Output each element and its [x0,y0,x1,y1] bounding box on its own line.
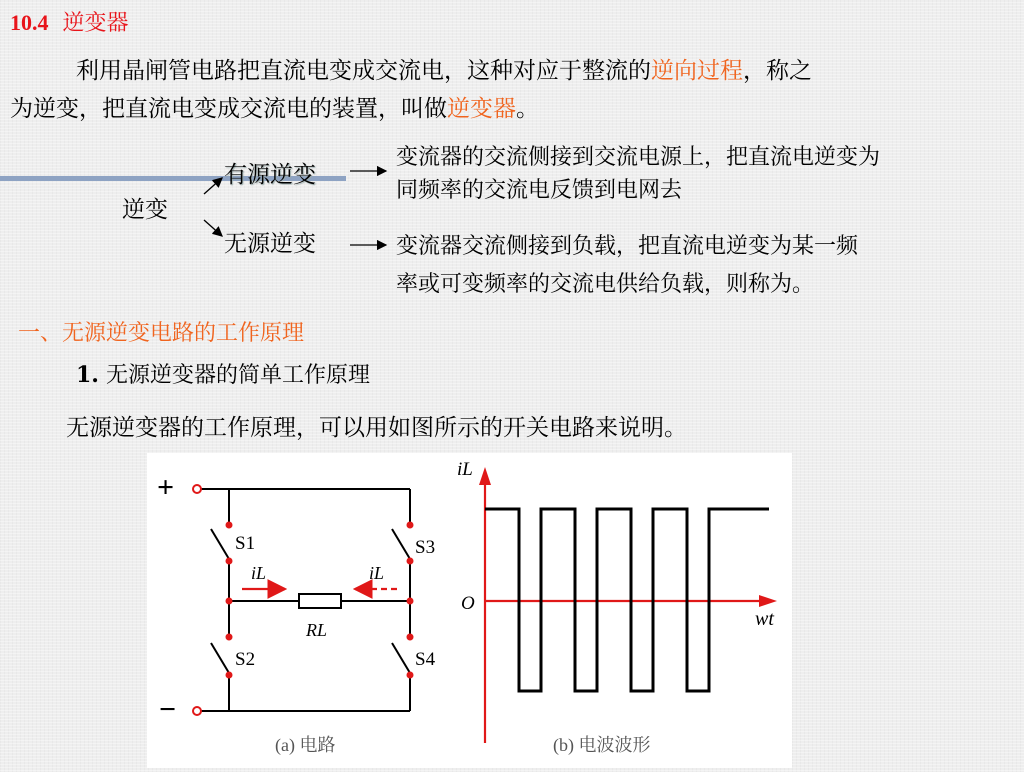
title-number: 10.4 [10,10,49,35]
section-heading: 一、无源逆变电路的工作原理 [18,321,305,346]
node [226,634,233,641]
s3-label: S3 [415,537,436,558]
resistor-label: RL [306,620,328,640]
x-axis-label: wt [755,608,774,630]
s4-label: S4 [415,649,436,670]
node [226,672,233,679]
waveform-caption: (b) 电波波形 [553,735,651,755]
passive-description-line-1: 变流器交流侧接到负载，把直流电逆变为某一频 [396,234,859,259]
active-inversion-label: 有源逆变 [224,162,316,188]
node [407,558,414,565]
intro-text: 为逆变，把直流电变成交流电的装置，叫做 [10,96,447,122]
highlight-inverter: 逆变器 [447,96,516,122]
subsection-heading [76,358,370,389]
waveform-chart [457,459,777,756]
s3-switch-blade [392,529,410,559]
node [407,598,414,605]
s4-switch-blade [392,643,410,673]
circuit-caption: (a) 电路 [275,735,336,755]
node [226,522,233,529]
node [226,558,233,565]
s1-switch-blade [211,529,229,559]
y-axis-arrowhead [479,467,491,485]
origin-label: O [461,593,475,614]
circuit-figure [147,453,792,768]
node [407,522,414,529]
branch-up-arrow [204,178,222,194]
intro-line-1 [76,55,812,87]
intro-line-2 [10,93,539,125]
slide-title [10,6,129,37]
x-axis-arrowhead [759,595,777,607]
intro-text: ，称之 [743,58,812,84]
s2-label: S2 [235,649,256,670]
load-resistor [299,594,341,608]
intro-text: 。 [516,96,539,122]
inversion-root-label: 逆变 [122,197,168,223]
passive-description-line-2: 率或可变频率的交流电供给负载，则称为。 [396,272,815,297]
active-description-line-1: 变流器的交流侧接到交流电源上，把直流电逆变为 [396,145,881,170]
branch-down-arrow [204,220,222,236]
y-axis-label: iL [457,459,473,480]
subsection-text: 无源逆变器的简单工作原理 [105,363,370,388]
figure-description: 无源逆变器的工作原理，可以用如图所示的开关电路来说明。 [66,415,687,441]
plus-terminal [193,485,201,493]
passive-inversion-label: 无源逆变 [224,231,316,257]
minus-terminal [193,707,201,715]
figure-svg [147,453,792,768]
plus-label: + [157,471,175,504]
highlight-reverse-process: 逆向过程 [651,58,743,84]
current-label-right: iL [369,563,385,583]
intro-text: 利用晶闸管电路把直流电变成交流电，这种对应于整流的 [76,58,651,84]
node [407,672,414,679]
node [407,634,414,641]
minus-label: − [159,693,177,726]
s2-switch-blade [211,643,229,673]
node [226,598,233,605]
s1-label: S1 [235,533,256,554]
subsection-number: 1. [76,362,99,388]
title-text: 逆变器 [62,11,129,36]
current-label-left: iL [251,563,267,583]
active-description-line-2: 同频率的交流电反馈到电网去 [396,178,683,203]
